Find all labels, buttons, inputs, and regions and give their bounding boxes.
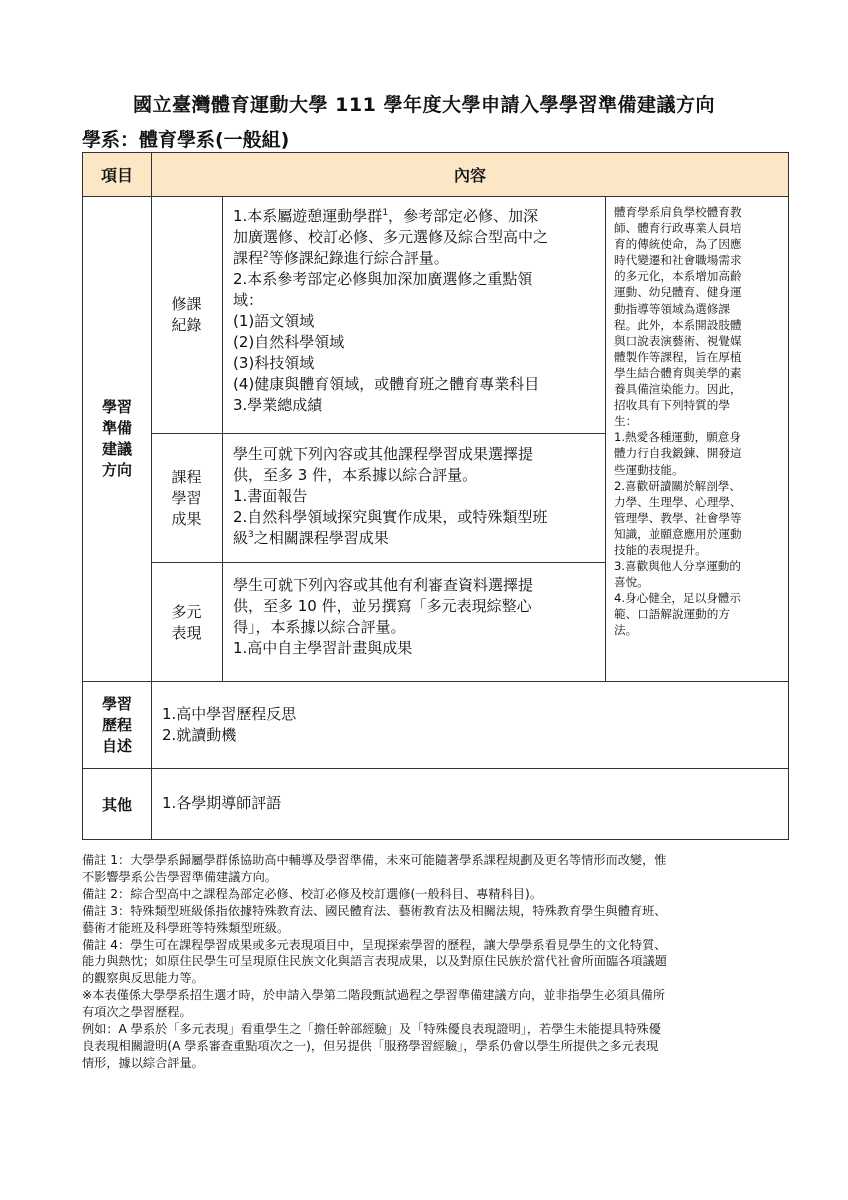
- footnotes: [82, 852, 772, 1072]
- note-line: 能力與熱忱；如原住民學生可呈現原住民族文化與語言表現成果，以及對原住民族於當代社會所面臨各項議題: [82, 954, 667, 969]
- outcomes-content: 學生可就下列內容或其他課程學習成果選擇提 供，至多 3 件，本系據以綜合評量。 1.書面報告 2.自然科學領域探究與實作成果，或特殊類型班 級$^3$之相關課程學習成果: [233, 445, 548, 547]
- section-other-label-cell: [82, 768, 152, 840]
- diverse-content: 學生可就下列內容或其他有利審查資料選擇提 供，至多 10 件，並另撰寫「多元表現綜整心 得」，本系據以綜合評量。 1.高中自主學習計畫與成果: [233, 576, 534, 657]
- section-other-content: 1.各學期導師評語: [162, 794, 282, 812]
- diverse-label: 多元 表現: [171, 602, 202, 642]
- records-content-cell: [222, 196, 606, 434]
- records-label: 修課 紀錄: [171, 294, 202, 334]
- section-learning-process-label: 學習 歷程 自述: [101, 694, 132, 755]
- note-line: 有項次之學習歷程。: [82, 1005, 192, 1020]
- note-line: 備註 4：學生可在課程學習成果或多元表現項目中，呈現探索學習的歷程，讓大學學系看見學生的文化特質、: [82, 937, 667, 952]
- document-title: 國立臺灣體育運動大學 111 學年度大學申請入學學習準備建議方向: [133, 94, 715, 116]
- department-traits-cell: [605, 196, 789, 682]
- header-item-cell: [82, 152, 152, 197]
- header-item-label: 項目: [100, 166, 133, 185]
- note-line: ※本表僅係大學學系招生選才時，於申請入學第二階段甄試過程之學習準備建議方向，並非指學生必須具備所: [82, 988, 666, 1003]
- section-preparation-label-cell: [82, 196, 152, 682]
- outcomes-content-cell: [222, 433, 606, 563]
- department-traits-text: 體育學系肩負學校體育教 師、體育行政專業人員培 育的傳統使命，為了因應 時代變遷和社會職場需求 的多元化，本系增加高齡 運動、幼兒體育、健身運 動指導等領域為選修課 程。此外，本系開設肢體 與口說表演藝術、視覺媒 體製作等課程，旨在厚植 學生結合體育與美學的素 養具備渲染能力。因此， 招收具有下列特質的學 生： 1.熱愛各種運動，願意身 體力行自我鍛鍊、開發這 些運動技能。 2.喜歡研讀關於解剖學、 力學、生理學、心理學、 管理學、教學、社會學等 知識，並願意應用於運動 技能的表現提升。 3.喜歡與他人分享運動的 喜悅。 4.身心健全，足以身體示 範、口語解說運動的方 法。: [614, 205, 742, 638]
- note-line: 備註 2：綜合型高中之課程為部定必修、校訂必修及校訂選修(一般科目、專精科目)。: [82, 886, 542, 901]
- note-line: 藝術才能班及科學班等特殊類型班級。: [82, 920, 290, 935]
- note-line: 良表現相關證明(A 學系審查重點項次之一)，但另提供「服務學習經驗」，學系仍會以學生所提供之多元表現: [82, 1038, 659, 1053]
- header-content-label: 內容: [453, 166, 486, 185]
- header-content-cell: [151, 152, 789, 197]
- section-other-label: 其他: [101, 795, 132, 814]
- records-content: 1.本系屬遊憩運動學群$^1$，參考部定必修、加深 加廣選修、校訂必修、多元選修及綜合型高中之 課程$^2$等修課紀錄進行綜合評量。 2.本系參考部定必修與加深加廣選修之重點領 域： (1)語文領域 (2)自然科學領域 (3)科技領域 (4)健康與體育領域，或體育班之體育專業科目 3.學業總成績: [233, 207, 549, 414]
- section-learning-process-content: 1.高中學習歷程反思 2.就讀動機: [162, 705, 297, 744]
- diverse-content-cell: [222, 562, 606, 682]
- records-label-cell: [151, 196, 223, 434]
- note-line: 備註 3：特殊類型班級係指依據特殊教育法、國民體育法、藝術教育法及相關法規，特殊教育學生與體育班、: [82, 903, 667, 918]
- note-line: 例如：A 學系於「多元表現」看重學生之「擔任幹部經驗」及「特殊優良表現證明」，若學生未能提具特殊優: [82, 1022, 661, 1037]
- outcomes-label: 課程 學習 成果: [171, 467, 202, 528]
- section-preparation-label: 學習 準備 建議 方向: [101, 398, 132, 479]
- outcomes-label-cell: [151, 433, 223, 563]
- note-line: 備註 1：大學學系歸屬學群係協助高中輔導及學習準備，未來可能隨著學系課程規劃及更名等情形而改變，惟: [82, 853, 667, 867]
- department-heading: 學系：體育學系(一般組): [82, 129, 290, 151]
- note-line: 情形，據以綜合評量。: [82, 1055, 204, 1070]
- section-other-content-cell: [151, 768, 789, 840]
- section-learning-process-content-cell: [151, 681, 789, 769]
- note-line: 不影響學系公告學習準備建議方向。: [82, 869, 277, 884]
- diverse-label-cell: [151, 562, 223, 682]
- note-line: 的觀察與反思能力等。: [82, 971, 204, 986]
- section-learning-process-label-cell: [82, 681, 152, 769]
